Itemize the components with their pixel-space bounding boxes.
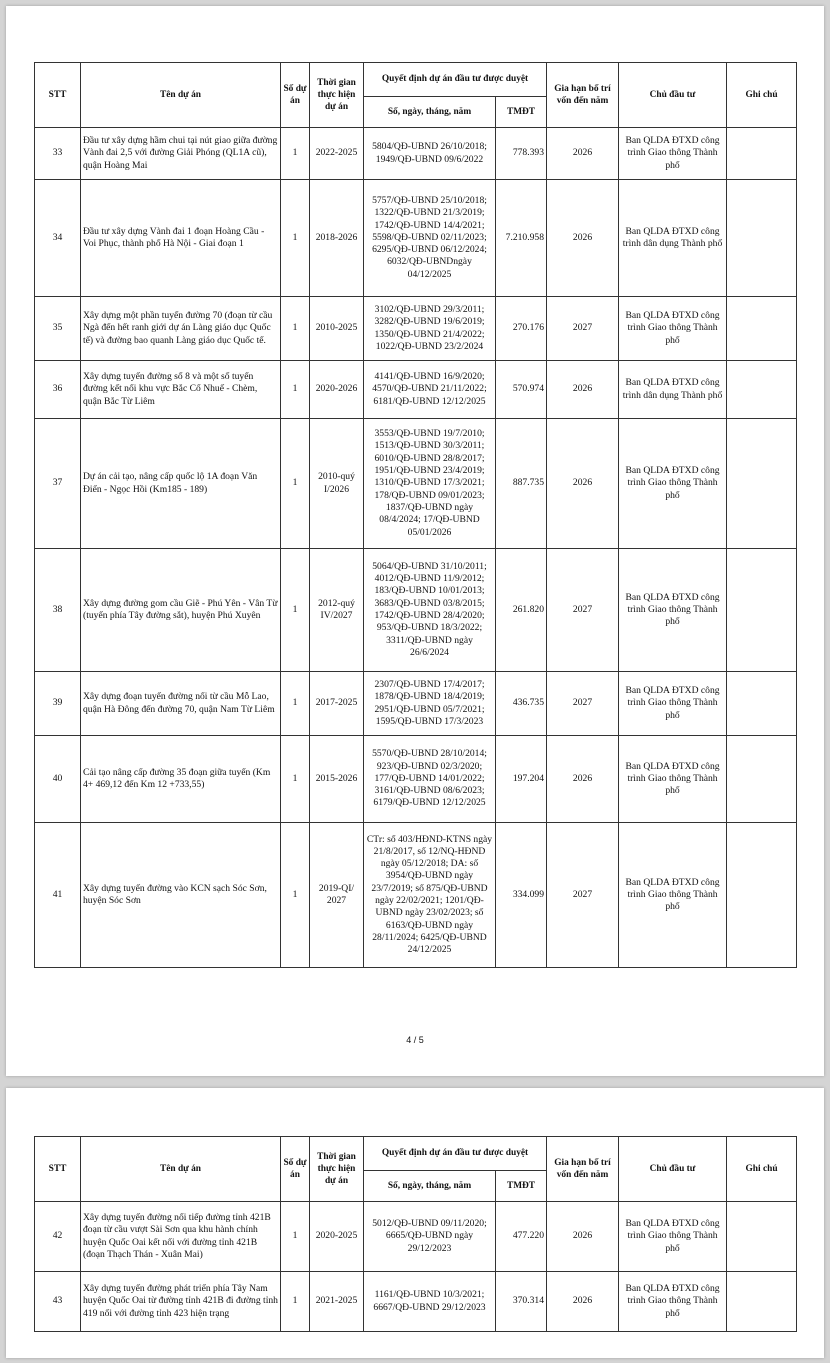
cell-decision: 5804/QĐ-UBND 26/10/2018; 1949/QĐ-UBND 09/6/2022: [364, 128, 496, 180]
cell-project-count: 1: [281, 549, 310, 672]
cell-investor: Ban QLDA ĐTXD công trình Giao thông Thành phố: [619, 297, 727, 361]
cell-decision: 3553/QĐ-UBND 19/7/2010; 1513/QĐ-UBND 30/3/2011; 6010/QĐ-UBND 28/8/2017; 1951/QĐ-UBND 23/4/2019; 1310/QĐ-UBND 17/3/2021; 178/QĐ-UBND 09/01/2023; 1837/QĐ-UBND ngày 08/4/2024; 17/QĐ-UBND 05/01/2026: [364, 419, 496, 549]
cell-notes: [727, 128, 797, 180]
cell-stt: 39: [35, 672, 81, 736]
header-approval-decision: Quyết định dự án đầu tư được duyệt: [364, 1137, 547, 1171]
cell-notes: [727, 1202, 797, 1272]
cell-extension-year: 2026: [547, 1272, 619, 1332]
cell-extension-year: 2027: [547, 297, 619, 361]
header-duration: Thời gian thực hiện dự án: [310, 63, 364, 128]
cell-investor: Ban QLDA ĐTXD công trình Giao thông Thành phố: [619, 1272, 727, 1332]
cell-stt: 41: [35, 823, 81, 968]
cell-duration: 2015-2026: [310, 736, 364, 823]
header-stt: STT: [35, 63, 81, 128]
cell-project-name: Cải tạo nâng cấp đường 35 đoạn giữa tuyến (Km 4+ 469,12 đến Km 12 +733,55): [81, 736, 281, 823]
cell-extension-year: 2027: [547, 549, 619, 672]
cell-stt: 37: [35, 419, 81, 549]
projects-table-page-4: [34, 62, 797, 968]
cell-project-count: 1: [281, 736, 310, 823]
cell-duration: 2019-QI/ 2027: [310, 823, 364, 968]
table-row: [35, 1202, 797, 1272]
cell-project-name: Đầu tư xây dựng Vành đai 1 đoạn Hoàng Cầu - Voi Phục, thành phố Hà Nội - Giai đoạn 1: [81, 180, 281, 297]
cell-total-investment: 778.393: [496, 128, 547, 180]
cell-notes: [727, 419, 797, 549]
cell-total-investment: 7.210.958: [496, 180, 547, 297]
cell-decision: CTr: số 403/HĐND-KTNS ngày 21/8/2017, số 12/NQ-HĐND ngày 05/12/2018; DA: số 3954/QĐ-UBND ngày 23/7/2019; số 875/QĐ-UBND ngày 22/02/2021; 1201/QĐ-UBND ngày 23/02/2023; số 6163/QĐ-UBND ngày 28/11/2024; 6425/QĐ-UBND 24/12/2025: [364, 823, 496, 968]
cell-notes: [727, 672, 797, 736]
cell-notes: [727, 180, 797, 297]
cell-decision: 5570/QĐ-UBND 28/10/2014; 923/QĐ-UBND 02/3/2020; 177/QĐ-UBND 14/01/2022; 3161/QĐ-UBND 08/6/2023; 6179/QĐ-UBND 12/12/2025: [364, 736, 496, 823]
cell-project-count: 1: [281, 1202, 310, 1272]
cell-decision: 2307/QĐ-UBND 17/4/2017; 1878/QĐ-UBND 18/4/2019; 2951/QĐ-UBND 05/7/2021; 1595/QĐ-UBND 17/3/2023: [364, 672, 496, 736]
cell-investor: Ban QLDA ĐTXD công trình Giao thông Thành phố: [619, 549, 727, 672]
table-row: [35, 361, 797, 419]
cell-extension-year: 2026: [547, 736, 619, 823]
cell-total-investment: 477.220: [496, 1202, 547, 1272]
header-project-count: Số dự án: [281, 1137, 310, 1202]
cell-stt: 42: [35, 1202, 81, 1272]
cell-project-name: Xây dựng tuyến đường vào KCN sạch Sóc Sơn, huyện Sóc Sơn: [81, 823, 281, 968]
page-number: 4 / 5: [406, 1035, 424, 1045]
cell-extension-year: 2026: [547, 1202, 619, 1272]
cell-notes: [727, 1272, 797, 1332]
header-project-name: Tên dự án: [81, 1137, 281, 1202]
cell-investor: Ban QLDA ĐTXD công trình Giao thông Thành phố: [619, 672, 727, 736]
cell-decision: 5064/QĐ-UBND 31/10/2011; 4012/QĐ-UBND 11/9/2012; 183/QĐ-UBND 10/01/2013; 3683/QĐ-UBND 03/8/2015; 1742/QĐ-UBND 28/4/2020; 953/QĐ-UBND 18/3/2022; 3311/QĐ-UBND ngày 26/6/2024: [364, 549, 496, 672]
header-notes: Ghi chú: [727, 63, 797, 128]
cell-stt: 33: [35, 128, 81, 180]
cell-duration: 2018-2026: [310, 180, 364, 297]
table-row: [35, 736, 797, 823]
header-investor: Chủ đầu tư: [619, 1137, 727, 1202]
cell-project-count: 1: [281, 672, 310, 736]
header-extension-year: Gia hạn bố trí vốn đến năm: [547, 63, 619, 128]
cell-project-count: 1: [281, 823, 310, 968]
cell-stt: 40: [35, 736, 81, 823]
table-row: [35, 1272, 797, 1332]
cell-investor: Ban QLDA ĐTXD công trình Giao thông Thành phố: [619, 419, 727, 549]
cell-investor: Ban QLDA ĐTXD công trình Giao thông Thành phố: [619, 128, 727, 180]
cell-decision: 5012/QĐ-UBND 09/11/2020; 6665/QĐ-UBND ngày 29/12/2023: [364, 1202, 496, 1272]
cell-project-count: 1: [281, 1272, 310, 1332]
cell-project-count: 1: [281, 297, 310, 361]
cell-project-name: Xây dựng một phần tuyến đường 70 (đoạn từ cầu Ngà đến hết ranh giới dự án Làng giáo dục Quốc tế) và đường bao quanh Làng giáo dục Quốc tế.: [81, 297, 281, 361]
cell-total-investment: 197.204: [496, 736, 547, 823]
cell-decision: 4141/QĐ-UBND 16/9/2020; 4570/QĐ-UBND 21/11/2022; 6181/QĐ-UBND 12/12/2025: [364, 361, 496, 419]
projects-table-page-5: [34, 1136, 797, 1332]
table-row: [35, 672, 797, 736]
cell-total-investment: 887.735: [496, 419, 547, 549]
cell-investor: Ban QLDA ĐTXD công trình Giao thông Thành phố: [619, 736, 727, 823]
cell-duration: 2022-2025: [310, 128, 364, 180]
header-investor: Chủ đầu tư: [619, 63, 727, 128]
cell-project-name: Xây dựng tuyến đường số 8 và một số tuyến đường kết nối khu vực Bắc Cổ Nhuế - Chèm, quận Bắc Từ Liêm: [81, 361, 281, 419]
header-notes: Ghi chú: [727, 1137, 797, 1202]
cell-investor: Ban QLDA ĐTXD công trình Giao thông Thành phố: [619, 1202, 727, 1272]
cell-duration: 2010-quý I/2026: [310, 419, 364, 549]
cell-total-investment: 436.735: [496, 672, 547, 736]
cell-duration: 2017-2025: [310, 672, 364, 736]
cell-investor: Ban QLDA ĐTXD công trình Giao thông Thành phố: [619, 823, 727, 968]
header-decision-number-date: Số, ngày, tháng, năm: [364, 1171, 496, 1202]
cell-stt: 34: [35, 180, 81, 297]
header-duration: Thời gian thực hiện dự án: [310, 1137, 364, 1202]
cell-duration: 2020-2025: [310, 1202, 364, 1272]
header-total-investment: TMĐT: [496, 97, 547, 128]
cell-investor: Ban QLDA ĐTXD công trình dân dụng Thành phố: [619, 361, 727, 419]
cell-project-name: Xây dựng tuyến đường phát triển phía Tây Nam huyện Quốc Oai từ đường tỉnh 421B đi đường tỉnh 419 nối với đường tỉnh 423 hiện trạng: [81, 1272, 281, 1332]
cell-extension-year: 2026: [547, 419, 619, 549]
cell-project-count: 1: [281, 128, 310, 180]
cell-extension-year: 2027: [547, 823, 619, 968]
header-approval-decision: Quyết định dự án đầu tư được duyệt: [364, 63, 547, 97]
cell-duration: 2021-2025: [310, 1272, 364, 1332]
cell-stt: 35: [35, 297, 81, 361]
cell-extension-year: 2026: [547, 361, 619, 419]
header-extension-year: Gia hạn bố trí vốn đến năm: [547, 1137, 619, 1202]
cell-total-investment: 261.820: [496, 549, 547, 672]
cell-total-investment: 570.974: [496, 361, 547, 419]
cell-notes: [727, 736, 797, 823]
cell-project-name: Xây dựng tuyến đường nối tiếp đường tỉnh 421B đoạn từ cầu vượt Sài Sơn qua khu hành chính huyện Quốc Oai kết nối với đường tỉnh 421B (đoạn Thạch Thán - Xuân Mai): [81, 1202, 281, 1272]
document-page-5: [6, 1088, 824, 1358]
cell-decision: 1161/QĐ-UBND 10/3/2021; 6667/QĐ-UBND 29/12/2023: [364, 1272, 496, 1332]
cell-total-investment: 334.099: [496, 823, 547, 968]
cell-stt: 43: [35, 1272, 81, 1332]
cell-project-count: 1: [281, 180, 310, 297]
cell-extension-year: 2026: [547, 128, 619, 180]
cell-total-investment: 370.314: [496, 1272, 547, 1332]
cell-stt: 38: [35, 549, 81, 672]
header-total-investment: TMĐT: [496, 1171, 547, 1202]
cell-total-investment: 270.176: [496, 297, 547, 361]
cell-extension-year: 2027: [547, 672, 619, 736]
table-row: [35, 297, 797, 361]
cell-notes: [727, 549, 797, 672]
cell-duration: 2020-2026: [310, 361, 364, 419]
cell-notes: [727, 361, 797, 419]
cell-project-count: 1: [281, 419, 310, 549]
table-row: [35, 180, 797, 297]
cell-duration: 2010-2025: [310, 297, 364, 361]
header-decision-number-date: Số, ngày, tháng, năm: [364, 97, 496, 128]
table-row: [35, 549, 797, 672]
cell-project-name: Dự án cải tạo, nâng cấp quốc lộ 1A đoạn Văn Điển - Ngọc Hồi (Km185 - 189): [81, 419, 281, 549]
header-stt: STT: [35, 1137, 81, 1202]
table-row: [35, 419, 797, 549]
cell-notes: [727, 297, 797, 361]
cell-project-name: Xây dựng đường gom cầu Giẽ - Phú Yên - Vân Từ (tuyến phía Tây đường sắt), huyện Phú Xuyên: [81, 549, 281, 672]
cell-notes: [727, 823, 797, 968]
cell-extension-year: 2026: [547, 180, 619, 297]
cell-project-count: 1: [281, 361, 310, 419]
document-page-4: [6, 6, 824, 1076]
cell-stt: 36: [35, 361, 81, 419]
table-row: [35, 128, 797, 180]
cell-project-name: Đầu tư xây dựng hầm chui tại nút giao giữa đường Vành đai 2,5 với đường Giải Phóng (QL1A cũ), quận Hoàng Mai: [81, 128, 281, 180]
table-row: [35, 823, 797, 968]
cell-decision: 3102/QĐ-UBND 29/3/2011; 3282/QĐ-UBND 19/6/2019; 1350/QĐ-UBND 21/4/2022; 1022/QĐ-UBND 23/2/2024: [364, 297, 496, 361]
cell-project-name: Xây dựng đoạn tuyến đường nối từ cầu Mỗ Lao, quận Hà Đông đến đường 70, quận Nam Từ Liêm: [81, 672, 281, 736]
header-project-count: Số dự án: [281, 63, 310, 128]
cell-investor: Ban QLDA ĐTXD công trình dân dụng Thành phố: [619, 180, 727, 297]
cell-decision: 5757/QĐ-UBND 25/10/2018; 1322/QĐ-UBND 21/3/2019; 1742/QĐ-UBND 14/4/2021; 5598/QĐ-UBND 02/11/2023; 6295/QĐ-UBND 06/12/2024; 6032/QĐ-UBNDngày 04/12/2025: [364, 180, 496, 297]
header-project-name: Tên dự án: [81, 63, 281, 128]
cell-duration: 2012-quý IV/2027: [310, 549, 364, 672]
